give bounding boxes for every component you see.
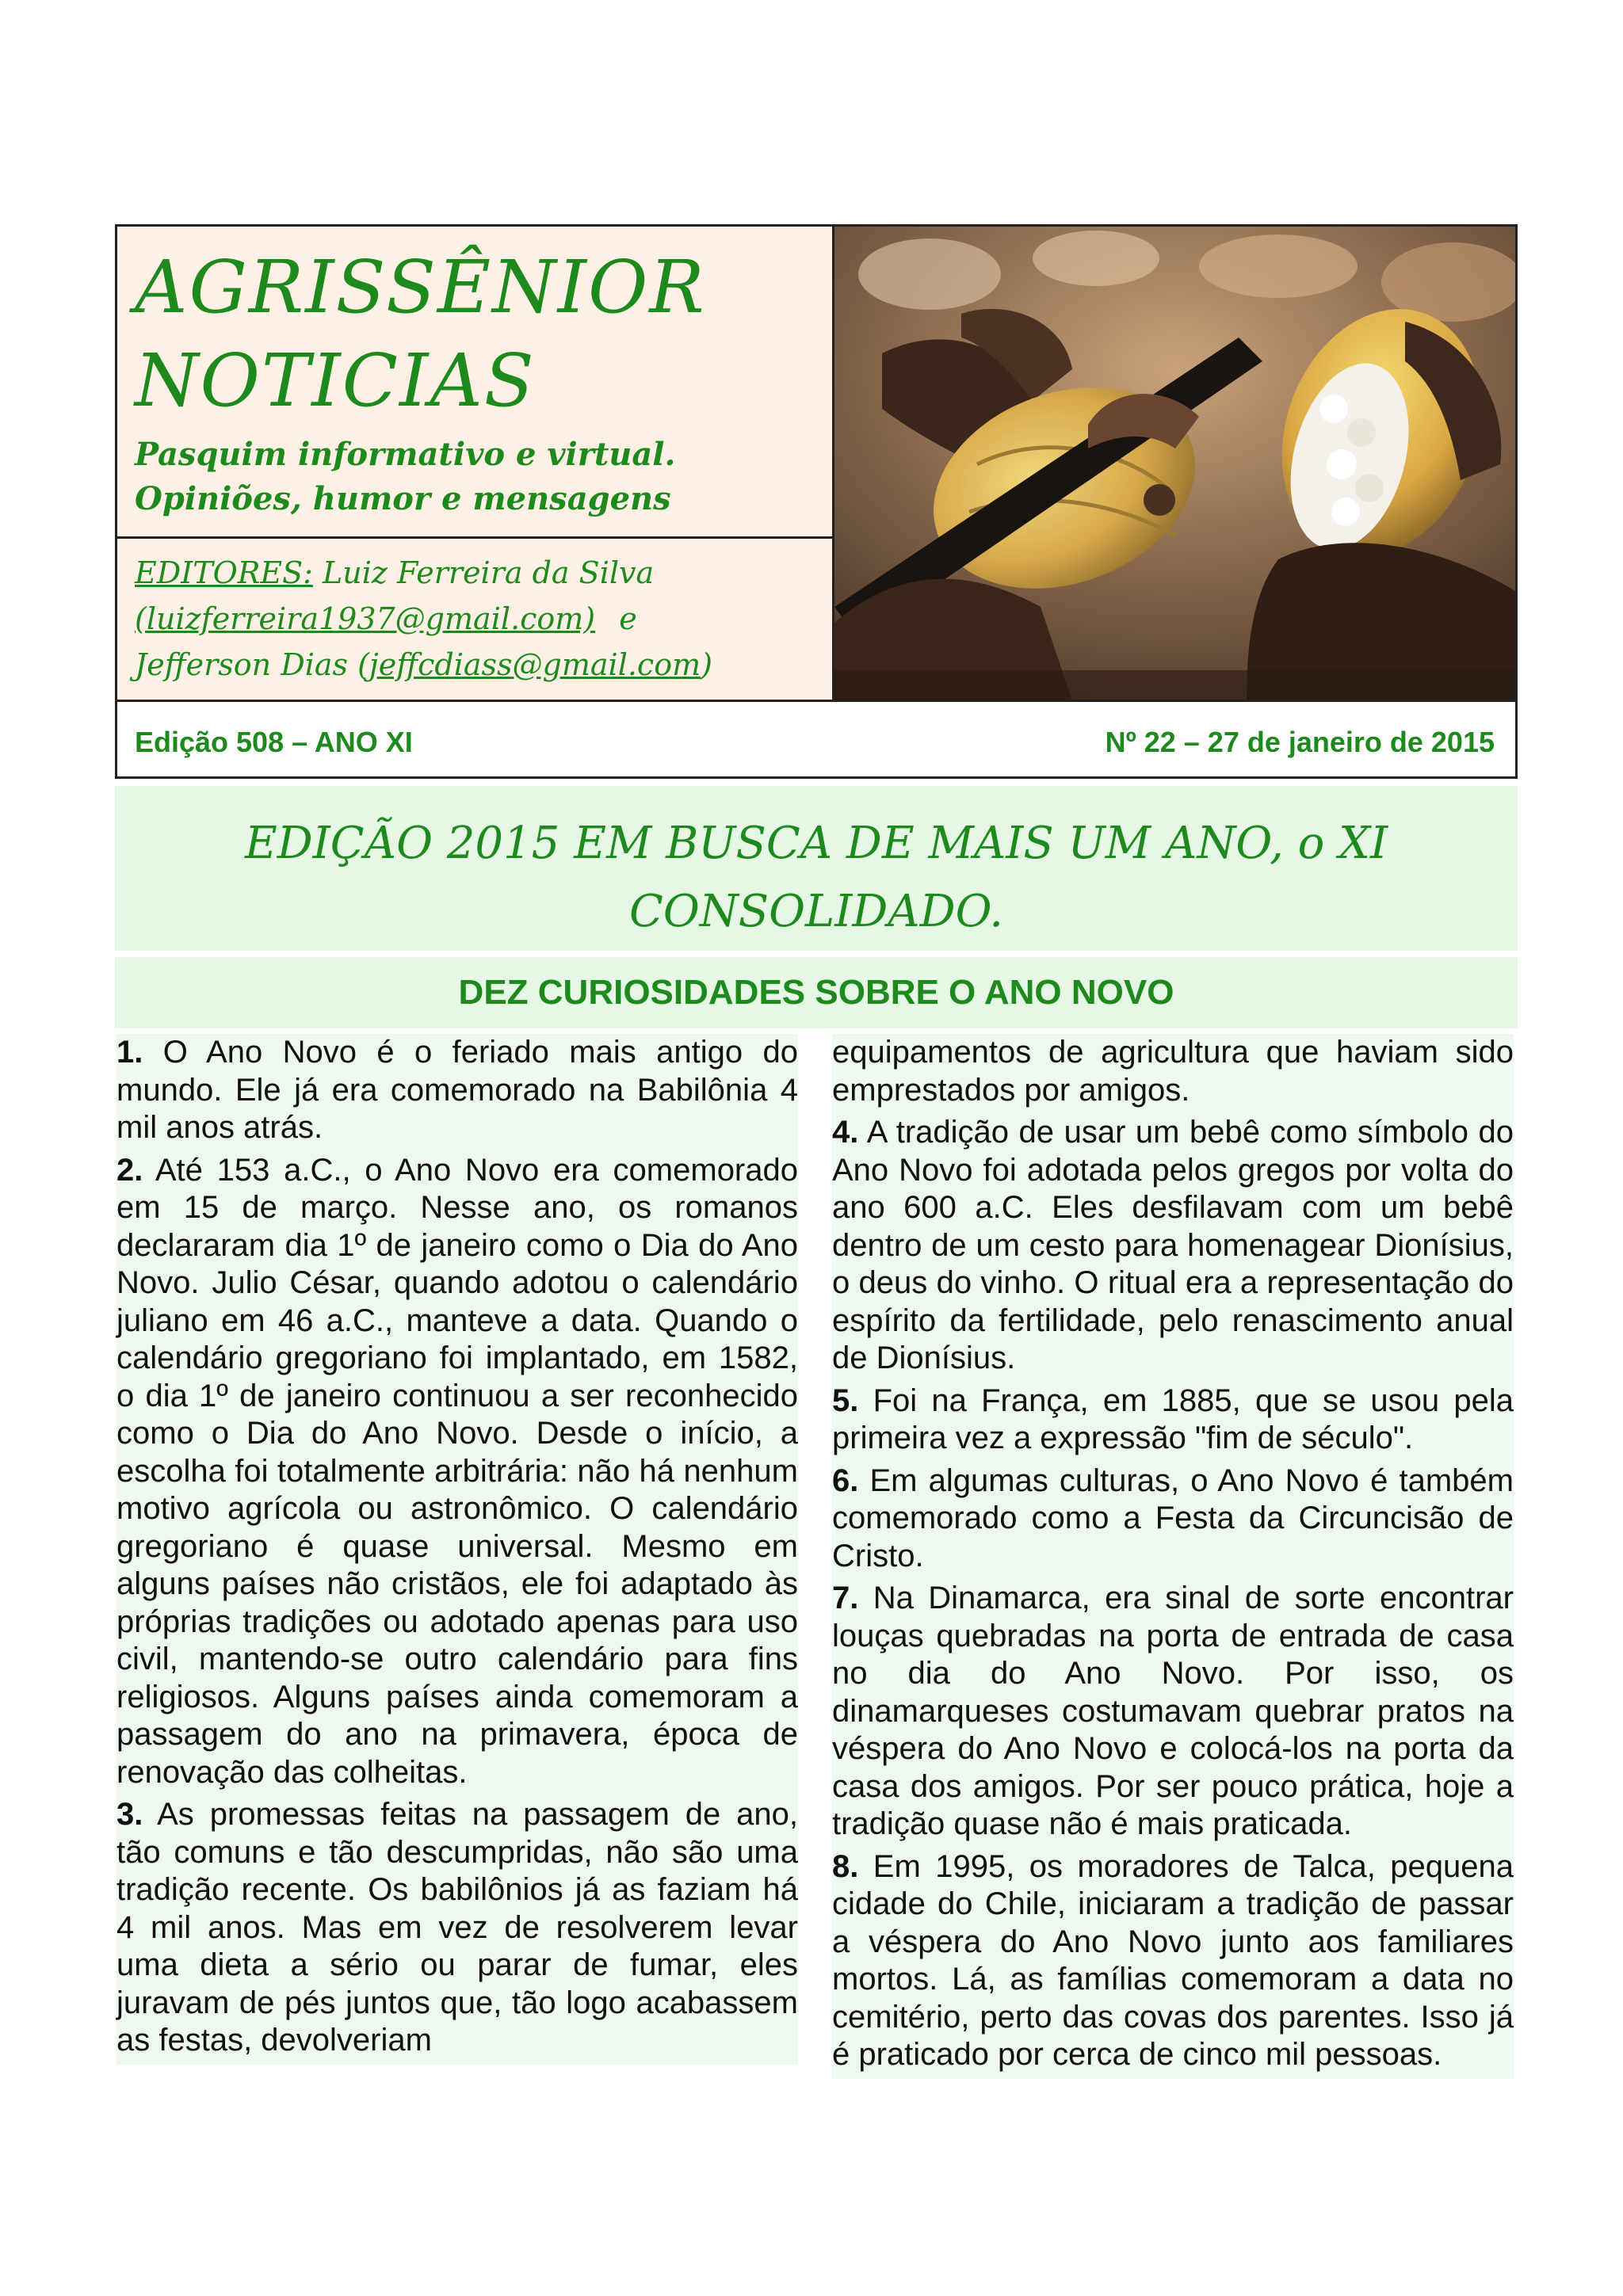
item-text: Foi na França, em 1885, que se usou pela primeira vez a expressão "fim de século". [832,1383,1514,1455]
tagline-line1: Pasquim informativo e virtual. [135,436,676,473]
newsletter-title-line2: NOTICIAS [135,338,536,423]
edition-number: Edição 508 – ANO XI [135,726,413,758]
item-text: Na Dinamarca, era sinal de sorte encontrar louças quebradas na porta de entrada de casa no dia do Ano Novo. Por isso, os dinamarqueses costumavam quebrar pratos na véspera do Ano Novo e colocá-los na porta da casa dos amigos. Por ser pouco prática, hoje a tradição quase não é mais praticada. [832,1581,1514,1841]
masthead [115,224,1518,702]
article-column-right [832,1034,1514,2079]
item-number: 6. [832,1463,859,1498]
item-text: Em 1995, os moradores de Talca, pequena cidade do Chile, iniciaram a tradição de passar a véspera do Ano Novo junto aos familiares mortos. Lá, as famílias comemoram a data no cemitério, perto das covas dos parentes. Isso já é praticado por cerca de cinco mil pessoas. [832,1848,1514,2072]
item-text: equipamentos de agricultura que haviam sido emprestados por amigos. [832,1035,1514,1108]
editor2-close: ) [701,647,712,682]
item-number: 2. [116,1152,143,1188]
issue-date: Nº 22 – 27 de janeiro de 2015 [1105,726,1495,758]
list-item [116,1034,798,1147]
editor2-name: Jefferson Dias ( [135,647,369,682]
item-number: 1. [116,1035,143,1070]
item-number: 7. [832,1581,859,1615]
editors-line2 [135,596,815,642]
item-number: 4. [832,1115,859,1150]
list-item [116,1796,798,2060]
item-number: 3. [116,1797,143,1832]
editors-connector: e [619,601,637,636]
list-item [116,1152,798,1792]
item-text: As promessas feitas na passagem de ano, tão comuns e tão descumpridas, não são uma tradição recente. Os babilônios já as faziam há 4 mil anos. Mas em vez de resolverem levar uma dieta a sério ou parar de fumar, eles juravam de pés juntos que, tão logo acabassem as festas, devolveriam [116,1797,798,2058]
list-item [832,1580,1514,1844]
editor1-email-link[interactable]: (luizferreira1937@gmail.com) [135,601,596,636]
editors-line1 [135,550,815,596]
list-item-continuation [832,1034,1514,1109]
item-text: Em algumas culturas, o Ano Novo é também comemorado como a Festa da Circuncisão de Cristo. [832,1463,1514,1573]
list-item [832,1848,1514,2074]
item-number: 8. [832,1848,859,1884]
cacao-photo-illustration [834,227,1515,700]
editors-label: EDITORES: [135,555,313,590]
item-number: 5. [832,1383,859,1418]
headline-band [115,786,1518,951]
list-item [832,1463,1514,1576]
list-item [832,1114,1514,1378]
cacao-photo [834,227,1515,700]
item-text: O Ano Novo é o feriado mais antigo do mundo. Ele já era comemorado na Babilônia 4 mil anos atrás. [116,1035,798,1145]
tagline-line2: Opiniões, humor e mensagens [135,480,671,517]
list-item [832,1383,1514,1458]
edition-bar [115,700,1518,779]
headline-line1: EDIÇÃO 2015 EM BUSCA DE MAIS UM ANO, o XI [244,818,1388,869]
article-column-left [116,1034,798,2065]
item-text: A tradição de usar um bebê como símbolo do Ano Novo foi adotada pelos gregos por volta do ano 600 a.C. Eles desfilavam com um bebê dentro de um cesto para homenagear Dionísius, o deus do vinho. O ritual era a representação do espírito da fertilidade, pelo renascimento anual de Dionísius. [832,1115,1514,1375]
editor2-email-link[interactable]: jeffcdiass@gmail.com [369,647,701,682]
editors-line3 [135,642,815,688]
headline-line2: CONSOLIDADO. [628,886,1003,937]
item-text: Até 153 a.C., o Ano Novo era comemorado em 15 de março. Nesse ano, os romanos declararam dia 1º de janeiro como o Dia do Ano Novo. Julio César, quando adotou o calendário juliano em 46 a.C., manteve a data. Quando o calendário gregoriano foi implantado, em 1582, o dia 1º de janeiro continuou a ser reconhecido como o Dia do Ano Novo. Desde o início, a escolha foi totalmente arbitrária: não há nenhum motivo agrícola ou astronômico. O calendário gregoriano é quase universal. Mesmo em alguns países não cristãos, ele foi adaptado às próprias tradições ou adotado apenas para uso civil, mantendo-se outro calendário para fins religiosos. Alguns países ainda comemoram a passagem do ano na primavera, época de renovação das colheitas. [116,1152,798,1790]
title-cell [117,227,834,539]
editor1-name: Luiz Ferreira da Silva [323,555,655,590]
section-title: DEZ CURIOSIDADES SOBRE O ANO NOVO [115,957,1518,1028]
editors-cell [117,539,834,700]
newsletter-title-line1: AGRISSÊNIOR [135,245,706,330]
